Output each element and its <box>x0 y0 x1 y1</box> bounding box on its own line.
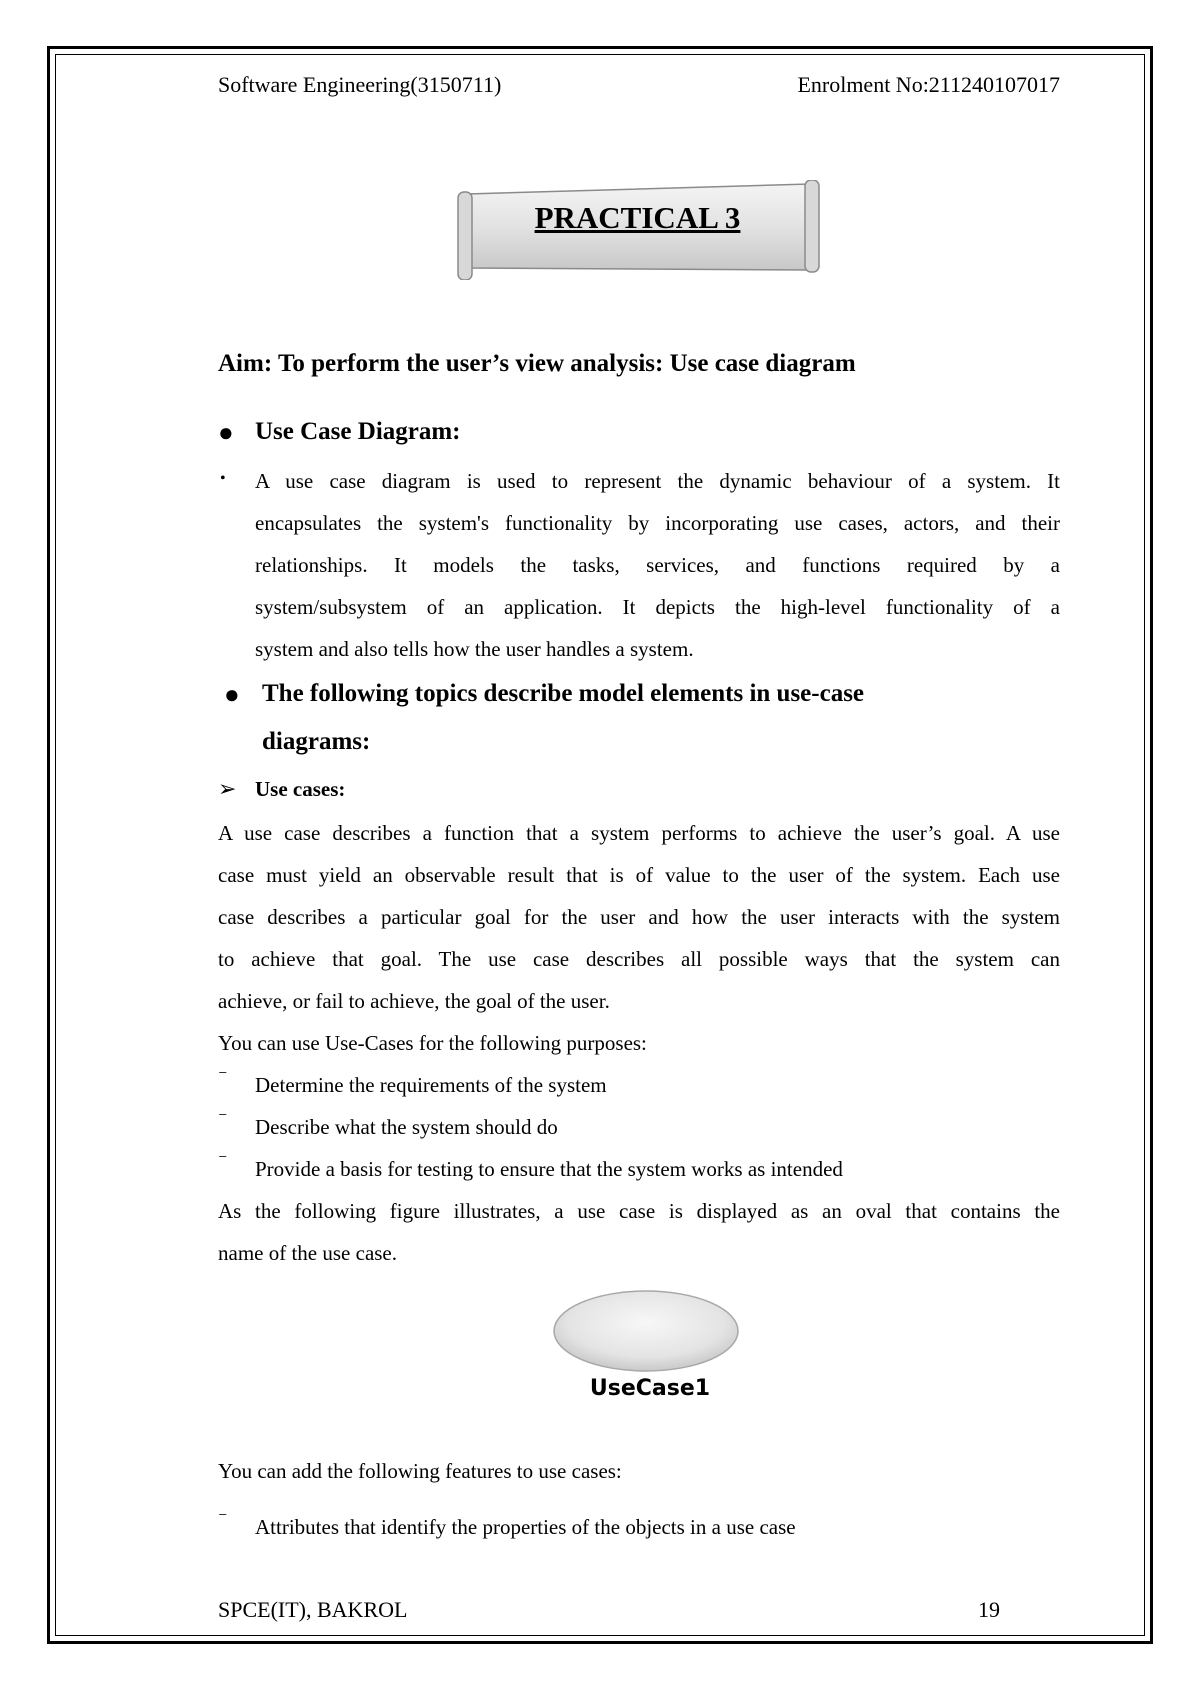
footer-institute: SPCE(IT), BAKROL <box>218 1597 408 1622</box>
dash-bullet-icon: ⁻ <box>218 1150 228 1170</box>
purposes-intro: You can use Use-Cases for the following purposes: <box>218 1031 647 1055</box>
purpose-item: Determine the requirements of the system <box>255 1073 607 1097</box>
paragraph-line: to achieve that goal. The use case describes all possible ways that the system can <box>218 947 1060 971</box>
paragraph-line: As the following figure illustrates, a use case is displayed as an oval that contains the <box>218 1199 1060 1223</box>
page-number: 19 <box>978 1597 1000 1622</box>
arrow-bullet-icon: ➢ <box>218 776 237 801</box>
header-enrolment: Enrolment No:211240107017 <box>797 72 1060 97</box>
section-heading-model-elements-cont: diagrams: <box>262 728 371 755</box>
purpose-item: Provide a basis for testing to ensure that the system works as intended <box>255 1157 843 1181</box>
section-heading-model-elements: The following topics describe model elements in use-case <box>262 680 865 707</box>
figure-description <box>218 1190 1060 1274</box>
use-case-diagram-paragraph <box>255 460 1060 670</box>
aim-statement: Aim: To perform the user’s view analysis: Use case diagram <box>218 350 856 377</box>
paragraph-line: relationships. It models the tasks, services, and functions required by a <box>255 553 1060 577</box>
paragraph-line: encapsulates the system's functionality by incorporating use cases, actors, and their <box>255 511 1060 535</box>
practical-title: PRACTICAL 3 <box>534 200 741 235</box>
paragraph-line: achieve, or fail to achieve, the goal of the user. <box>218 989 610 1013</box>
section-heading-use-case-diagram: Use Case Diagram: <box>255 418 461 445</box>
paragraph-line: name of the use case. <box>218 1241 398 1265</box>
paragraph-line: A use case describes a function that a system performs to achieve the user’s goal. A use <box>218 821 1060 845</box>
paragraph-line: case must yield an observable result that is of value to the user of the system. Each use <box>218 863 1060 887</box>
subheading-use-cases: Use cases: <box>255 777 346 801</box>
features-intro: You can add the following features to use cases: <box>218 1459 622 1483</box>
dash-bullet-icon: ⁻ <box>218 1508 228 1528</box>
bullet-dot-icon: ● <box>224 680 240 709</box>
purpose-item: Describe what the system should do <box>255 1115 558 1139</box>
use-case-oval-label: UseCase1 <box>589 1376 711 1401</box>
paragraph-line: system and also tells how the user handles a system. <box>255 637 694 661</box>
bullet-small-icon: • <box>220 470 226 487</box>
header-course: Software Engineering(3150711) <box>218 72 502 97</box>
dash-bullet-icon: ⁻ <box>218 1066 228 1086</box>
feature-item: Attributes that identify the properties of the objects in a use case <box>255 1515 796 1539</box>
use-case-oval <box>554 1291 738 1371</box>
paragraph-line: system/subsystem of an application. It depicts the high-level functionality of a <box>255 595 1060 619</box>
paragraph-line: A use case diagram is used to represent the dynamic behaviour of a system. It <box>255 469 1060 493</box>
use-cases-paragraph <box>218 812 1060 1022</box>
paragraph-line: case describes a particular goal for the user and how the user interacts with the system <box>218 905 1060 929</box>
dash-bullet-icon: ⁻ <box>218 1108 228 1128</box>
bullet-dot-icon: ● <box>218 418 234 447</box>
